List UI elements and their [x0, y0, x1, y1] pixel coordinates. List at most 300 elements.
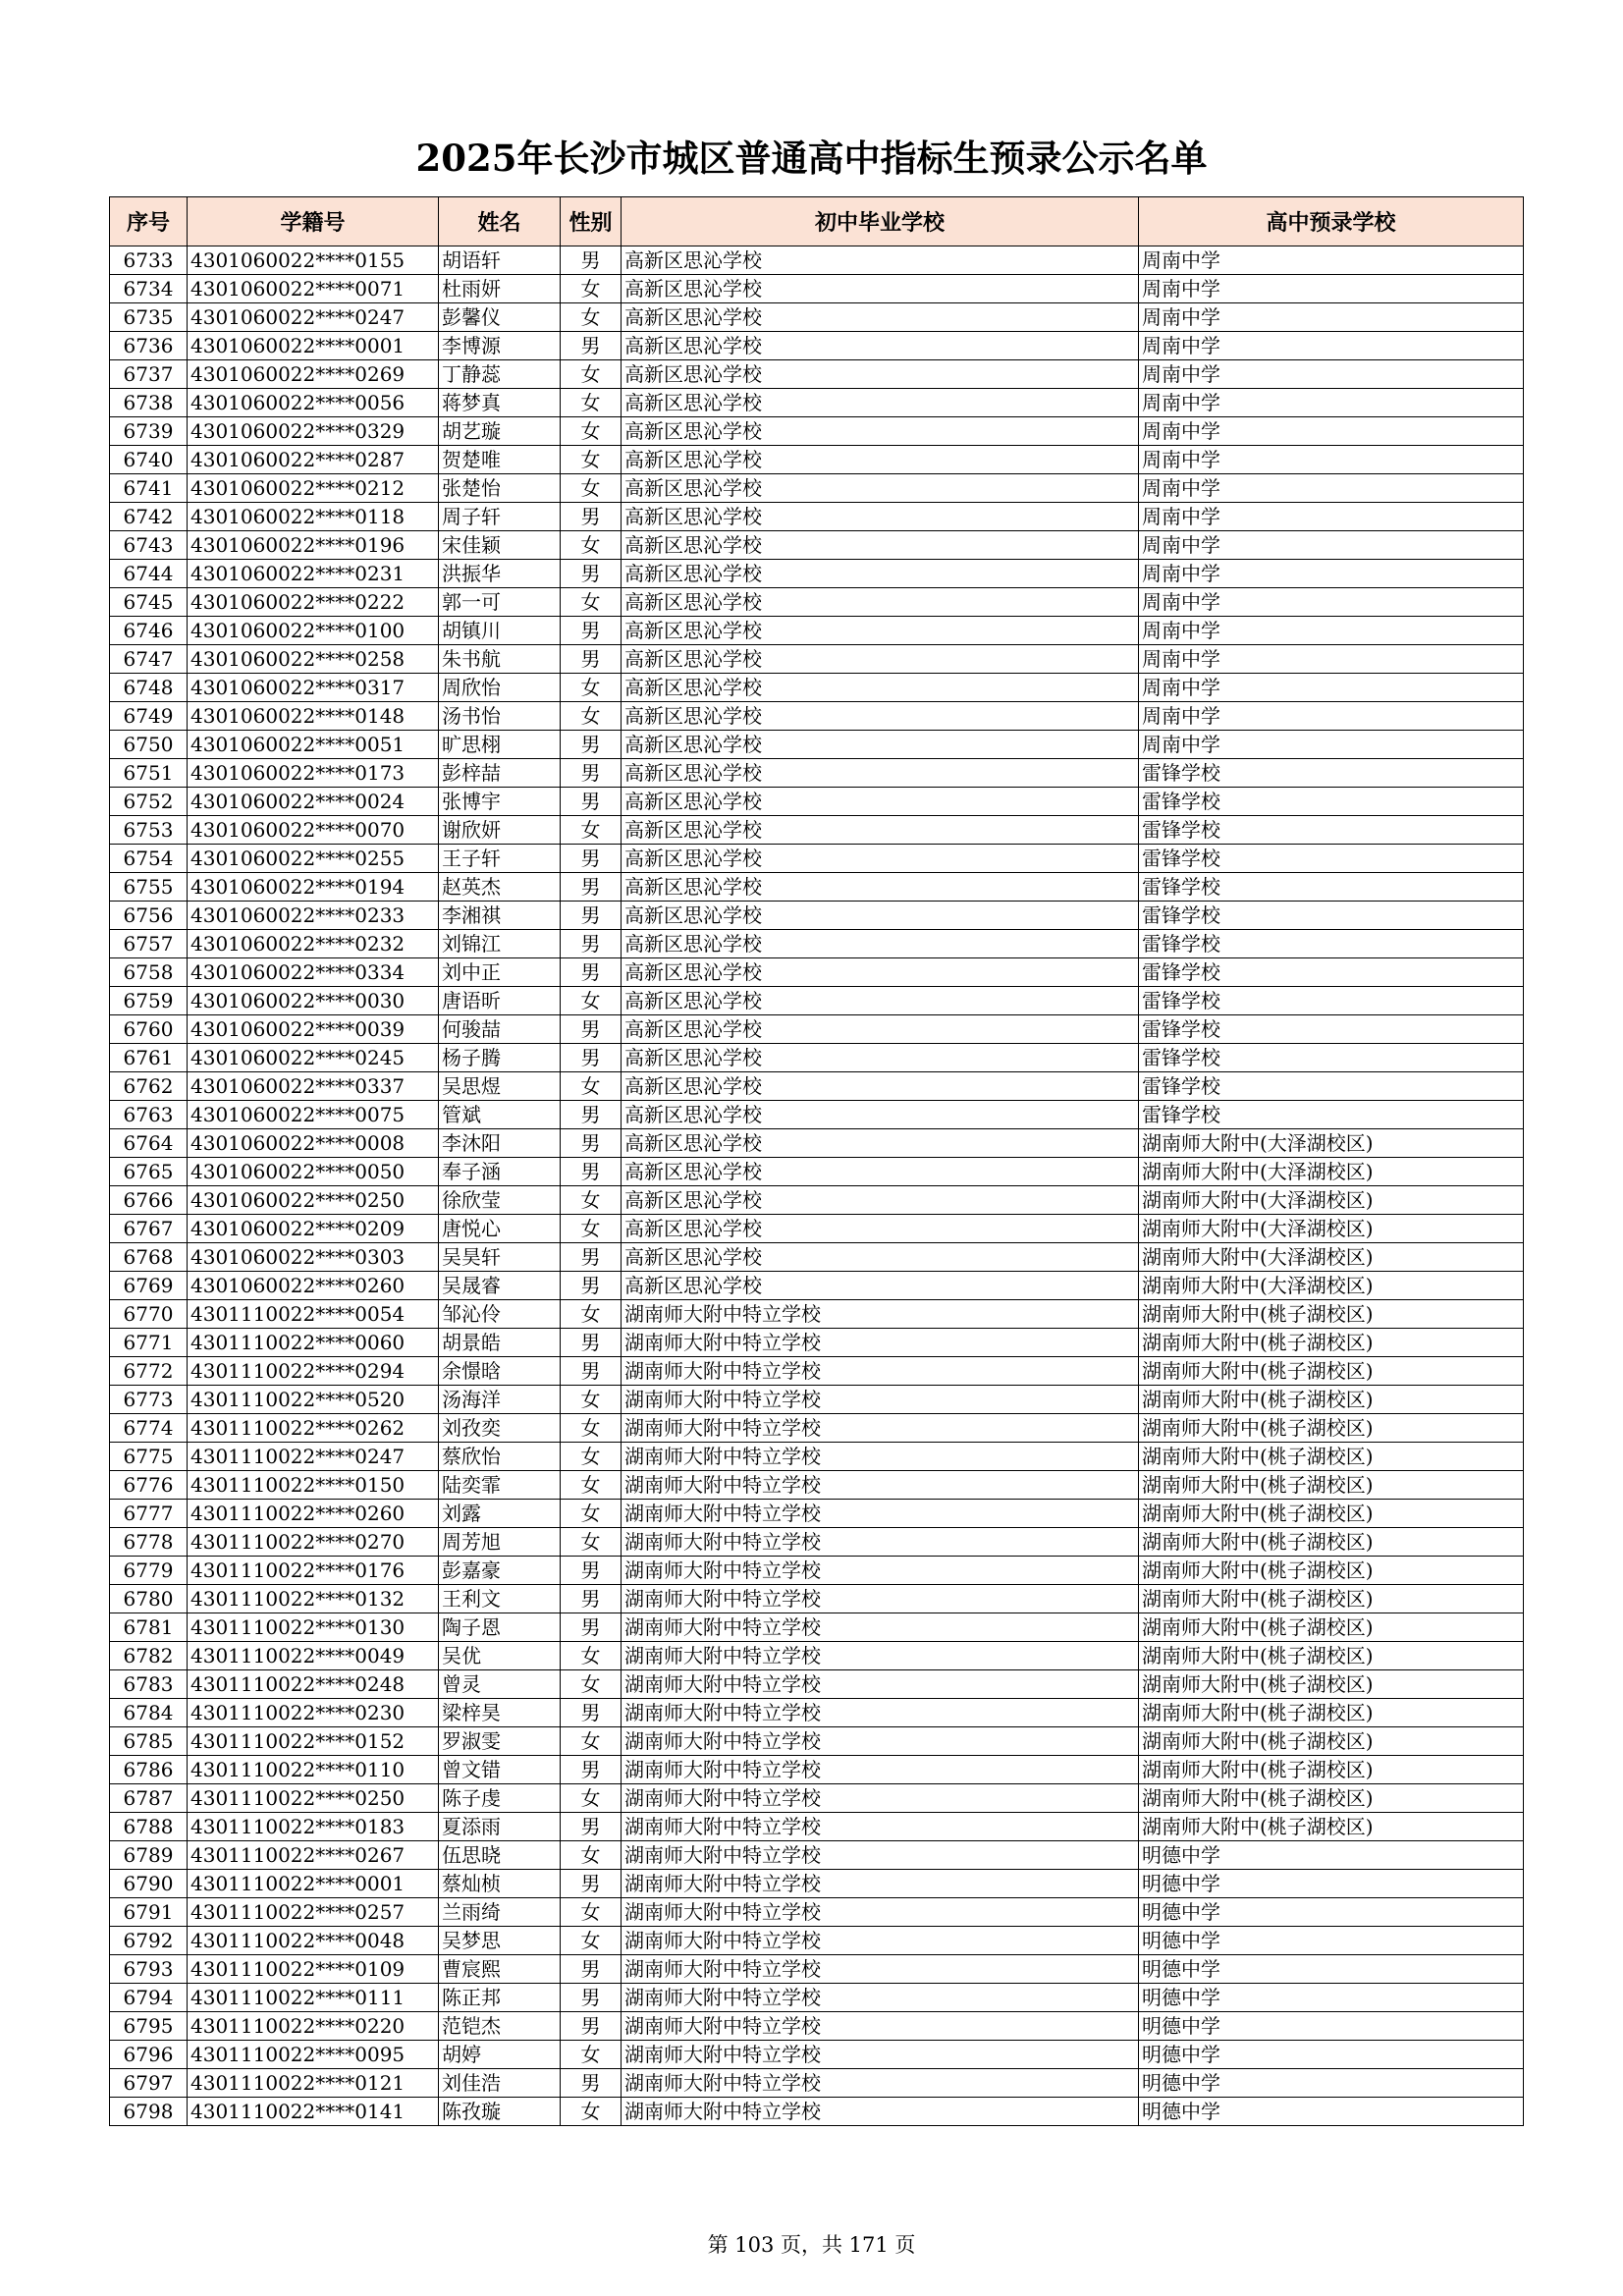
- student-id-cell: 4301110022****0257: [188, 1898, 439, 1927]
- name-cell: 丁静蕊: [439, 360, 561, 389]
- name-cell: 吴思煜: [439, 1072, 561, 1101]
- student-id-cell: 4301110022****0110: [188, 1756, 439, 1784]
- high-school-cell: 湖南师大附中(大泽湖校区): [1139, 1129, 1524, 1158]
- middle-school-cell: 高新区思沁学校: [622, 1129, 1139, 1158]
- middle-school-cell: 湖南师大附中特立学校: [622, 1557, 1139, 1585]
- table-row: [110, 1272, 1524, 1300]
- student-id-cell: 4301060022****0260: [188, 1272, 439, 1300]
- name-cell: 蔡欣怡: [439, 1443, 561, 1471]
- high-school-cell: 湖南师大附中(桃子湖校区): [1139, 1813, 1524, 1841]
- gender-cell: 男: [561, 958, 622, 987]
- high-school-cell: 周南中学: [1139, 474, 1524, 503]
- seq-cell: 6787: [110, 1784, 188, 1813]
- seq-cell: 6788: [110, 1813, 188, 1841]
- student-id-cell: 4301060022****0250: [188, 1186, 439, 1215]
- name-cell: 刘中正: [439, 958, 561, 987]
- gender-cell: 女: [561, 1528, 622, 1557]
- seq-cell: 6758: [110, 958, 188, 987]
- gender-cell: 男: [561, 759, 622, 788]
- table-row: [110, 1015, 1524, 1044]
- middle-school-cell: 湖南师大附中特立学校: [622, 1300, 1139, 1329]
- table-row: [110, 1243, 1524, 1272]
- gender-cell: 女: [561, 474, 622, 503]
- middle-school-cell: 湖南师大附中特立学校: [622, 2069, 1139, 2098]
- seq-cell: 6785: [110, 1727, 188, 1756]
- student-id-cell: 4301110022****0095: [188, 2041, 439, 2069]
- student-id-cell: 4301110022****0183: [188, 1813, 439, 1841]
- high-school-cell: 雷锋学校: [1139, 958, 1524, 987]
- high-school-cell: 周南中学: [1139, 531, 1524, 560]
- gender-cell: 女: [561, 1186, 622, 1215]
- gender-cell: 女: [561, 275, 622, 303]
- middle-school-cell: 高新区思沁学校: [622, 446, 1139, 474]
- column-header-seq: 序号: [110, 197, 188, 246]
- seq-cell: 6741: [110, 474, 188, 503]
- seq-cell: 6761: [110, 1044, 188, 1072]
- seq-cell: 6760: [110, 1015, 188, 1044]
- high-school-cell: 周南中学: [1139, 645, 1524, 674]
- middle-school-cell: 湖南师大附中特立学校: [622, 1927, 1139, 1955]
- roster-table: [109, 196, 1524, 2126]
- high-school-cell: 湖南师大附中(桃子湖校区): [1139, 1443, 1524, 1471]
- gender-cell: 男: [561, 873, 622, 902]
- middle-school-cell: 高新区思沁学校: [622, 1101, 1139, 1129]
- name-cell: 陶子恩: [439, 1613, 561, 1642]
- seq-cell: 6778: [110, 1528, 188, 1557]
- middle-school-cell: 湖南师大附中特立学校: [622, 1670, 1139, 1699]
- student-id-cell: 4301060022****0075: [188, 1101, 439, 1129]
- name-cell: 洪振华: [439, 560, 561, 588]
- seq-cell: 6790: [110, 1870, 188, 1898]
- table-row: [110, 2098, 1524, 2126]
- seq-cell: 6794: [110, 1984, 188, 2012]
- middle-school-cell: 高新区思沁学校: [622, 674, 1139, 702]
- name-cell: 赵英杰: [439, 873, 561, 902]
- table-row: [110, 873, 1524, 902]
- high-school-cell: 湖南师大附中(桃子湖校区): [1139, 1471, 1524, 1500]
- table-row: [110, 1585, 1524, 1613]
- table-row: [110, 2041, 1524, 2069]
- gender-cell: 女: [561, 987, 622, 1015]
- high-school-cell: 湖南师大附中(桃子湖校区): [1139, 1414, 1524, 1443]
- student-id-cell: 4301060022****0232: [188, 930, 439, 958]
- gender-cell: 男: [561, 930, 622, 958]
- middle-school-cell: 高新区思沁学校: [622, 275, 1139, 303]
- high-school-cell: 明德中学: [1139, 1870, 1524, 1898]
- table-row: [110, 1613, 1524, 1642]
- middle-school-cell: 高新区思沁学校: [622, 702, 1139, 731]
- student-id-cell: 4301110022****0130: [188, 1613, 439, 1642]
- high-school-cell: 周南中学: [1139, 617, 1524, 645]
- gender-cell: 男: [561, 1243, 622, 1272]
- student-id-cell: 4301110022****0247: [188, 1443, 439, 1471]
- table-row: [110, 902, 1524, 930]
- table-row: [110, 360, 1524, 389]
- middle-school-cell: 湖南师大附中特立学校: [622, 1528, 1139, 1557]
- middle-school-cell: 高新区思沁学校: [622, 417, 1139, 446]
- seq-cell: 6766: [110, 1186, 188, 1215]
- name-cell: 曹宸熙: [439, 1955, 561, 1984]
- page-footer: 第 103 页，共 171 页: [707, 2233, 916, 2257]
- name-cell: 蔡灿桢: [439, 1870, 561, 1898]
- student-id-cell: 4301060022****0337: [188, 1072, 439, 1101]
- middle-school-cell: 湖南师大附中特立学校: [622, 1784, 1139, 1813]
- high-school-cell: 明德中学: [1139, 2069, 1524, 2098]
- student-id-cell: 4301110022****0150: [188, 1471, 439, 1500]
- name-cell: 胡婷: [439, 2041, 561, 2069]
- gender-cell: 男: [561, 560, 622, 588]
- student-id-cell: 4301060022****0233: [188, 902, 439, 930]
- table-row: [110, 1557, 1524, 1585]
- column-header-gender: 性别: [561, 197, 622, 246]
- name-cell: 张博宇: [439, 788, 561, 816]
- student-id-cell: 4301110022****0270: [188, 1528, 439, 1557]
- name-cell: 杜雨妍: [439, 275, 561, 303]
- gender-cell: 女: [561, 1898, 622, 1927]
- table-row: [110, 2012, 1524, 2041]
- high-school-cell: 雷锋学校: [1139, 902, 1524, 930]
- high-school-cell: 湖南师大附中(桃子湖校区): [1139, 1528, 1524, 1557]
- high-school-cell: 周南中学: [1139, 417, 1524, 446]
- gender-cell: 男: [561, 731, 622, 759]
- student-id-cell: 4301110022****0260: [188, 1500, 439, 1528]
- name-cell: 夏添雨: [439, 1813, 561, 1841]
- name-cell: 范铠杰: [439, 2012, 561, 2041]
- student-id-cell: 4301060022****0245: [188, 1044, 439, 1072]
- gender-cell: 女: [561, 1727, 622, 1756]
- gender-cell: 女: [561, 702, 622, 731]
- student-id-cell: 4301060022****0209: [188, 1215, 439, 1243]
- column-header-name: 姓名: [439, 197, 561, 246]
- high-school-cell: 雷锋学校: [1139, 759, 1524, 788]
- name-cell: 胡艺璇: [439, 417, 561, 446]
- middle-school-cell: 湖南师大附中特立学校: [622, 1727, 1139, 1756]
- name-cell: 李沐阳: [439, 1129, 561, 1158]
- gender-cell: 女: [561, 816, 622, 845]
- middle-school-cell: 高新区思沁学校: [622, 645, 1139, 674]
- gender-cell: 男: [561, 1585, 622, 1613]
- high-school-cell: 明德中学: [1139, 1898, 1524, 1927]
- middle-school-cell: 湖南师大附中特立学校: [622, 2012, 1139, 2041]
- table-row: [110, 588, 1524, 617]
- table-row: [110, 1414, 1524, 1443]
- gender-cell: 男: [561, 1557, 622, 1585]
- gender-cell: 女: [561, 1443, 622, 1471]
- seq-cell: 6767: [110, 1215, 188, 1243]
- student-id-cell: 4301110022****0054: [188, 1300, 439, 1329]
- name-cell: 陆奕霏: [439, 1471, 561, 1500]
- student-id-cell: 4301110022****0132: [188, 1585, 439, 1613]
- student-id-cell: 4301060022****0051: [188, 731, 439, 759]
- name-cell: 刘露: [439, 1500, 561, 1528]
- seq-cell: 6734: [110, 275, 188, 303]
- student-id-cell: 4301060022****0030: [188, 987, 439, 1015]
- page-title: 2025年长沙市城区普通高中指标生预录公示名单: [415, 137, 1208, 180]
- name-cell: 谢欣妍: [439, 816, 561, 845]
- gender-cell: 男: [561, 1613, 622, 1642]
- middle-school-cell: 高新区思沁学校: [622, 845, 1139, 873]
- seq-cell: 6784: [110, 1699, 188, 1727]
- name-cell: 张楚怡: [439, 474, 561, 503]
- student-id-cell: 4301060022****0247: [188, 303, 439, 332]
- name-cell: 周子轩: [439, 503, 561, 531]
- student-id-cell: 4301060022****0212: [188, 474, 439, 503]
- seq-cell: 6791: [110, 1898, 188, 1927]
- middle-school-cell: 高新区思沁学校: [622, 303, 1139, 332]
- seq-cell: 6770: [110, 1300, 188, 1329]
- table-row: [110, 1443, 1524, 1471]
- middle-school-cell: 湖南师大附中特立学校: [622, 1443, 1139, 1471]
- seq-cell: 6764: [110, 1129, 188, 1158]
- seq-cell: 6781: [110, 1613, 188, 1642]
- high-school-cell: 明德中学: [1139, 1927, 1524, 1955]
- gender-cell: 男: [561, 1158, 622, 1186]
- seq-cell: 6775: [110, 1443, 188, 1471]
- student-id-cell: 4301110022****0141: [188, 2098, 439, 2126]
- high-school-cell: 周南中学: [1139, 674, 1524, 702]
- middle-school-cell: 高新区思沁学校: [622, 1215, 1139, 1243]
- table-row: [110, 1300, 1524, 1329]
- seq-cell: 6747: [110, 645, 188, 674]
- column-header-student-id: 学籍号: [188, 197, 439, 246]
- high-school-cell: 周南中学: [1139, 731, 1524, 759]
- table-row: [110, 731, 1524, 759]
- table-row: [110, 1870, 1524, 1898]
- student-id-cell: 4301060022****0155: [188, 246, 439, 275]
- table-row: [110, 1841, 1524, 1870]
- seq-cell: 6762: [110, 1072, 188, 1101]
- student-id-cell: 4301060022****0255: [188, 845, 439, 873]
- student-id-cell: 4301110022****0048: [188, 1927, 439, 1955]
- name-cell: 吴梦思: [439, 1927, 561, 1955]
- student-id-cell: 4301110022****0230: [188, 1699, 439, 1727]
- table-row: [110, 1727, 1524, 1756]
- student-id-cell: 4301110022****0060: [188, 1329, 439, 1357]
- middle-school-cell: 湖南师大附中特立学校: [622, 1613, 1139, 1642]
- seq-cell: 6750: [110, 731, 188, 759]
- header-row: [110, 197, 1524, 246]
- gender-cell: 女: [561, 674, 622, 702]
- seq-cell: 6797: [110, 2069, 188, 2098]
- seq-cell: 6793: [110, 1955, 188, 1984]
- middle-school-cell: 高新区思沁学校: [622, 1158, 1139, 1186]
- student-id-cell: 4301060022****0039: [188, 1015, 439, 1044]
- middle-school-cell: 湖南师大附中特立学校: [622, 1414, 1139, 1443]
- high-school-cell: 湖南师大附中(桃子湖校区): [1139, 1300, 1524, 1329]
- seq-cell: 6736: [110, 332, 188, 360]
- high-school-cell: 湖南师大附中(桃子湖校区): [1139, 1699, 1524, 1727]
- name-cell: 唐语昕: [439, 987, 561, 1015]
- seq-cell: 6738: [110, 389, 188, 417]
- student-id-cell: 4301110022****0049: [188, 1642, 439, 1670]
- middle-school-cell: 湖南师大附中特立学校: [622, 1642, 1139, 1670]
- middle-school-cell: 湖南师大附中特立学校: [622, 1984, 1139, 2012]
- name-cell: 曾文错: [439, 1756, 561, 1784]
- student-id-cell: 4301060022****0269: [188, 360, 439, 389]
- name-cell: 周芳旭: [439, 1528, 561, 1557]
- gender-cell: 女: [561, 588, 622, 617]
- middle-school-cell: 高新区思沁学校: [622, 731, 1139, 759]
- name-cell: 彭馨仪: [439, 303, 561, 332]
- high-school-cell: 湖南师大附中(大泽湖校区): [1139, 1186, 1524, 1215]
- gender-cell: 女: [561, 1072, 622, 1101]
- name-cell: 陈子虔: [439, 1784, 561, 1813]
- high-school-cell: 雷锋学校: [1139, 987, 1524, 1015]
- student-id-cell: 4301060022****0231: [188, 560, 439, 588]
- student-id-cell: 4301060022****0148: [188, 702, 439, 731]
- gender-cell: 女: [561, 2098, 622, 2126]
- seq-cell: 6771: [110, 1329, 188, 1357]
- gender-cell: 女: [561, 417, 622, 446]
- gender-cell: 女: [561, 389, 622, 417]
- high-school-cell: 明德中学: [1139, 1955, 1524, 1984]
- name-cell: 李湘祺: [439, 902, 561, 930]
- gender-cell: 女: [561, 303, 622, 332]
- name-cell: 蒋梦真: [439, 389, 561, 417]
- student-id-cell: 4301060022****0173: [188, 759, 439, 788]
- seq-cell: 6754: [110, 845, 188, 873]
- name-cell: 胡景皓: [439, 1329, 561, 1357]
- high-school-cell: 湖南师大附中(桃子湖校区): [1139, 1784, 1524, 1813]
- name-cell: 汤书怡: [439, 702, 561, 731]
- high-school-cell: 明德中学: [1139, 1984, 1524, 2012]
- gender-cell: 女: [561, 1471, 622, 1500]
- high-school-cell: 周南中学: [1139, 360, 1524, 389]
- gender-cell: 男: [561, 1756, 622, 1784]
- middle-school-cell: 高新区思沁学校: [622, 617, 1139, 645]
- high-school-cell: 雷锋学校: [1139, 873, 1524, 902]
- student-id-cell: 4301060022****0334: [188, 958, 439, 987]
- table-row: [110, 845, 1524, 873]
- name-cell: 宋佳颖: [439, 531, 561, 560]
- name-cell: 汤海洋: [439, 1386, 561, 1414]
- middle-school-cell: 高新区思沁学校: [622, 987, 1139, 1015]
- student-id-cell: 4301110022****0176: [188, 1557, 439, 1585]
- seq-cell: 6752: [110, 788, 188, 816]
- gender-cell: 男: [561, 1984, 622, 2012]
- name-cell: 唐悦心: [439, 1215, 561, 1243]
- high-school-cell: 明德中学: [1139, 2012, 1524, 2041]
- name-cell: 旷思栩: [439, 731, 561, 759]
- seq-cell: 6769: [110, 1272, 188, 1300]
- roster-body: [110, 246, 1524, 2126]
- student-id-cell: 4301060022****0024: [188, 788, 439, 816]
- name-cell: 彭嘉豪: [439, 1557, 561, 1585]
- high-school-cell: 湖南师大附中(桃子湖校区): [1139, 1727, 1524, 1756]
- student-id-cell: 4301110022****0248: [188, 1670, 439, 1699]
- high-school-cell: 周南中学: [1139, 560, 1524, 588]
- table-row: [110, 1471, 1524, 1500]
- table-row: [110, 1186, 1524, 1215]
- name-cell: 奉子涵: [439, 1158, 561, 1186]
- middle-school-cell: 湖南师大附中特立学校: [622, 1357, 1139, 1386]
- seq-cell: 6737: [110, 360, 188, 389]
- table-row: [110, 474, 1524, 503]
- name-cell: 贺楚唯: [439, 446, 561, 474]
- high-school-cell: 明德中学: [1139, 2041, 1524, 2069]
- high-school-cell: 周南中学: [1139, 389, 1524, 417]
- table-row: [110, 1044, 1524, 1072]
- student-id-cell: 4301060022****0001: [188, 332, 439, 360]
- high-school-cell: 周南中学: [1139, 702, 1524, 731]
- middle-school-cell: 湖南师大附中特立学校: [622, 1329, 1139, 1357]
- table-row: [110, 617, 1524, 645]
- seq-cell: 6795: [110, 2012, 188, 2041]
- student-id-cell: 4301110022****0001: [188, 1870, 439, 1898]
- table-row: [110, 816, 1524, 845]
- middle-school-cell: 高新区思沁学校: [622, 503, 1139, 531]
- seq-cell: 6745: [110, 588, 188, 617]
- middle-school-cell: 高新区思沁学校: [622, 360, 1139, 389]
- seq-cell: 6755: [110, 873, 188, 902]
- seq-cell: 6789: [110, 1841, 188, 1870]
- seq-cell: 6765: [110, 1158, 188, 1186]
- gender-cell: 女: [561, 531, 622, 560]
- seq-cell: 6746: [110, 617, 188, 645]
- student-id-cell: 4301110022****0294: [188, 1357, 439, 1386]
- table-row: [110, 1670, 1524, 1699]
- table-row: [110, 958, 1524, 987]
- middle-school-cell: 高新区思沁学校: [622, 389, 1139, 417]
- seq-cell: 6753: [110, 816, 188, 845]
- high-school-cell: 湖南师大附中(桃子湖校区): [1139, 1613, 1524, 1642]
- high-school-cell: 雷锋学校: [1139, 1015, 1524, 1044]
- middle-school-cell: 高新区思沁学校: [622, 1272, 1139, 1300]
- high-school-cell: 湖南师大附中(桃子湖校区): [1139, 1756, 1524, 1784]
- table-row: [110, 1756, 1524, 1784]
- student-id-cell: 4301060022****0194: [188, 873, 439, 902]
- middle-school-cell: 湖南师大附中特立学校: [622, 1585, 1139, 1613]
- gender-cell: 男: [561, 1329, 622, 1357]
- table-row: [110, 1357, 1524, 1386]
- seq-cell: 6756: [110, 902, 188, 930]
- table-row: [110, 1386, 1524, 1414]
- table-row: [110, 987, 1524, 1015]
- table-row: [110, 759, 1524, 788]
- name-cell: 罗淑雯: [439, 1727, 561, 1756]
- gender-cell: 女: [561, 1500, 622, 1528]
- high-school-cell: 明德中学: [1139, 1841, 1524, 1870]
- name-cell: 曾灵: [439, 1670, 561, 1699]
- name-cell: 伍思晓: [439, 1841, 561, 1870]
- gender-cell: 男: [561, 503, 622, 531]
- table-row: [110, 332, 1524, 360]
- table-row: [110, 674, 1524, 702]
- middle-school-cell: 高新区思沁学校: [622, 246, 1139, 275]
- name-cell: 杨子腾: [439, 1044, 561, 1072]
- name-cell: 吴优: [439, 1642, 561, 1670]
- high-school-cell: 雷锋学校: [1139, 1101, 1524, 1129]
- gender-cell: 男: [561, 1813, 622, 1841]
- gender-cell: 女: [561, 1841, 622, 1870]
- name-cell: 陈孜璇: [439, 2098, 561, 2126]
- seq-cell: 6759: [110, 987, 188, 1015]
- table-row: [110, 1898, 1524, 1927]
- gender-cell: 女: [561, 1215, 622, 1243]
- high-school-cell: 湖南师大附中(桃子湖校区): [1139, 1585, 1524, 1613]
- middle-school-cell: 高新区思沁学校: [622, 958, 1139, 987]
- name-cell: 邹沁伶: [439, 1300, 561, 1329]
- high-school-cell: 雷锋学校: [1139, 1044, 1524, 1072]
- middle-school-cell: 高新区思沁学校: [622, 902, 1139, 930]
- table-row: [110, 1329, 1524, 1357]
- seq-cell: 6749: [110, 702, 188, 731]
- middle-school-cell: 高新区思沁学校: [622, 816, 1139, 845]
- seq-cell: 6782: [110, 1642, 188, 1670]
- table-row: [110, 1813, 1524, 1841]
- seq-cell: 6777: [110, 1500, 188, 1528]
- student-id-cell: 4301060022****0056: [188, 389, 439, 417]
